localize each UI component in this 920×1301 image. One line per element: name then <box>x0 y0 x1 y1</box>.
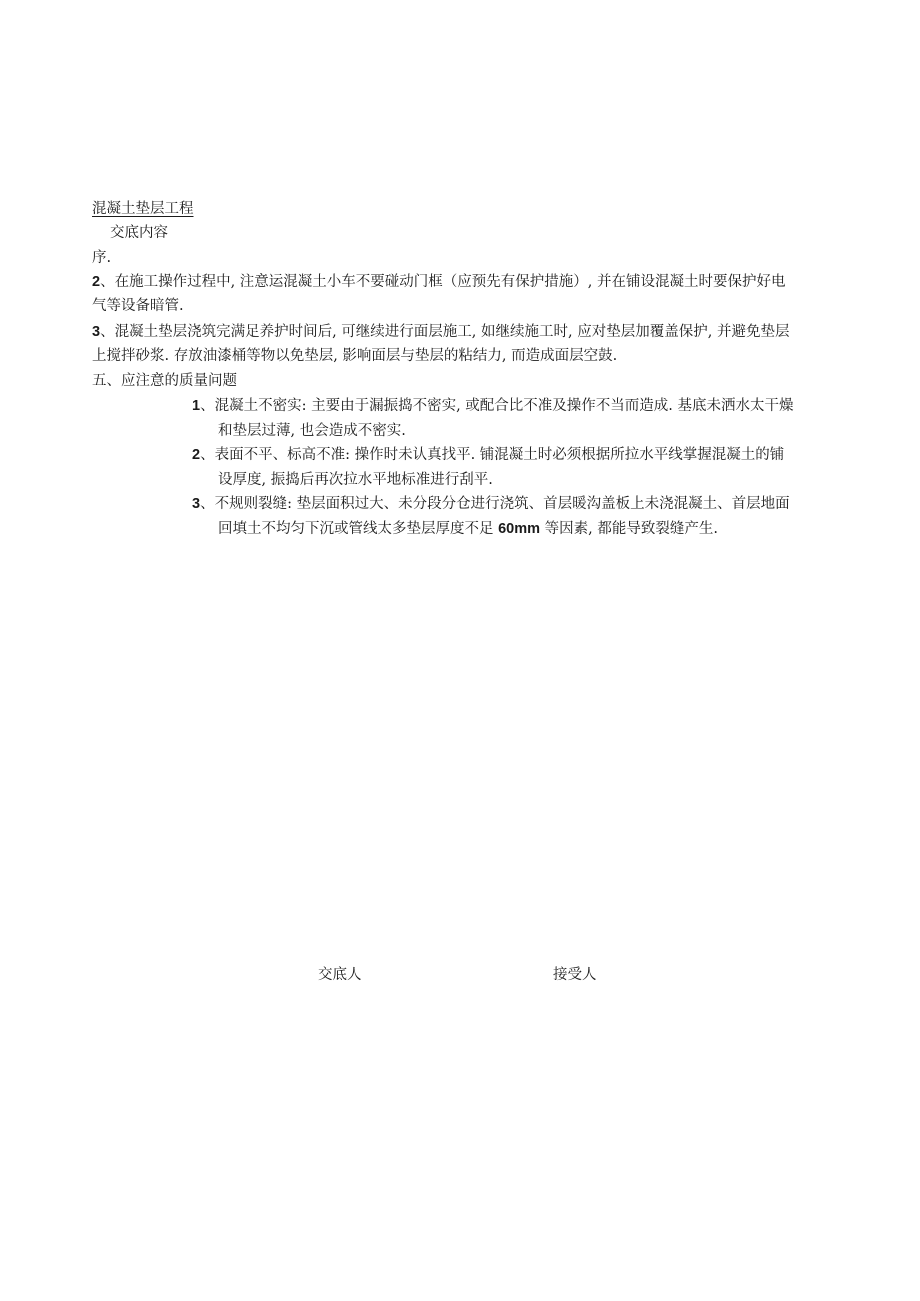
document-subtitle: 交底内容 <box>110 225 168 241</box>
section-heading: 五、应注意的质量问题 <box>92 373 237 389</box>
quality-item-1 <box>192 394 828 444</box>
item-text-line2 <box>192 517 828 542</box>
paragraph-3 <box>92 320 828 368</box>
item-text-line2-pre: 回填土不均匀下沉或管线太多垫层厚度不足 <box>218 521 499 537</box>
paragraph-number: 3 <box>92 324 101 340</box>
item-text-line1: 混凝土不密实: 主要由于漏振捣不密实, 或配合比不准及操作不当而造成. 基底未洒水太干燥 <box>214 398 794 414</box>
continued-text: 序. <box>92 250 112 266</box>
item-text-line2-post: 等因素, 都能导致裂缝产生. <box>540 521 718 537</box>
paragraph-text-line2: 气等设备暗管. <box>92 298 184 314</box>
paragraph-2 <box>92 270 828 318</box>
item-separator: 、 <box>200 398 215 414</box>
thickness-value: 60mm <box>498 521 541 537</box>
paragraph-number: 2 <box>92 274 101 290</box>
item-number: 1 <box>192 398 201 414</box>
paragraph-separator: 、 <box>100 324 115 340</box>
item-separator: 、 <box>200 496 215 512</box>
item-separator: 、 <box>200 447 215 463</box>
paragraph-text-line1: 在施工操作过程中, 注意运混凝土小车不要碰动门框（应预先有保护措施）, 并在铺设混凝土时要保护好电 <box>114 274 786 290</box>
paragraph-separator: 、 <box>100 274 115 290</box>
item-text-line1: 不规则裂缝: 垫层面积过大、未分段分仓进行浇筑、首层暖沟盖板上未浇混凝土、首层地面 <box>214 496 790 512</box>
document-title: 混凝土垫层工程 <box>92 201 194 217</box>
item-number: 2 <box>192 447 201 463</box>
item-text-line1: 表面不平、标高不准: 操作时未认真找平. 铺混凝土时必须根据所拉水平线掌握混凝土的铺 <box>214 447 785 463</box>
quality-item-3 <box>192 492 828 542</box>
signature-label-briefer: 交底人 <box>318 967 362 983</box>
signature-label-receiver: 接受人 <box>553 967 597 983</box>
item-number: 3 <box>192 496 201 512</box>
paragraph-text-line2: 上搅拌砂浆. 存放油漆桶等物以免垫层, 影响面层与垫层的粘结力, 而造成面层空鼓. <box>92 348 618 364</box>
paragraph-text-line1: 混凝土垫层浇筑完满足养护时间后, 可继续进行面层施工, 如继续施工时, 应对垫层加覆盖保护, 并避免垫层 <box>114 324 790 340</box>
quality-item-2 <box>192 443 828 493</box>
item-text-line2: 设厚度, 振捣后再次拉水平地标准进行刮平. <box>218 472 493 488</box>
item-text-line2: 和垫层过薄, 也会造成不密实. <box>218 423 406 439</box>
